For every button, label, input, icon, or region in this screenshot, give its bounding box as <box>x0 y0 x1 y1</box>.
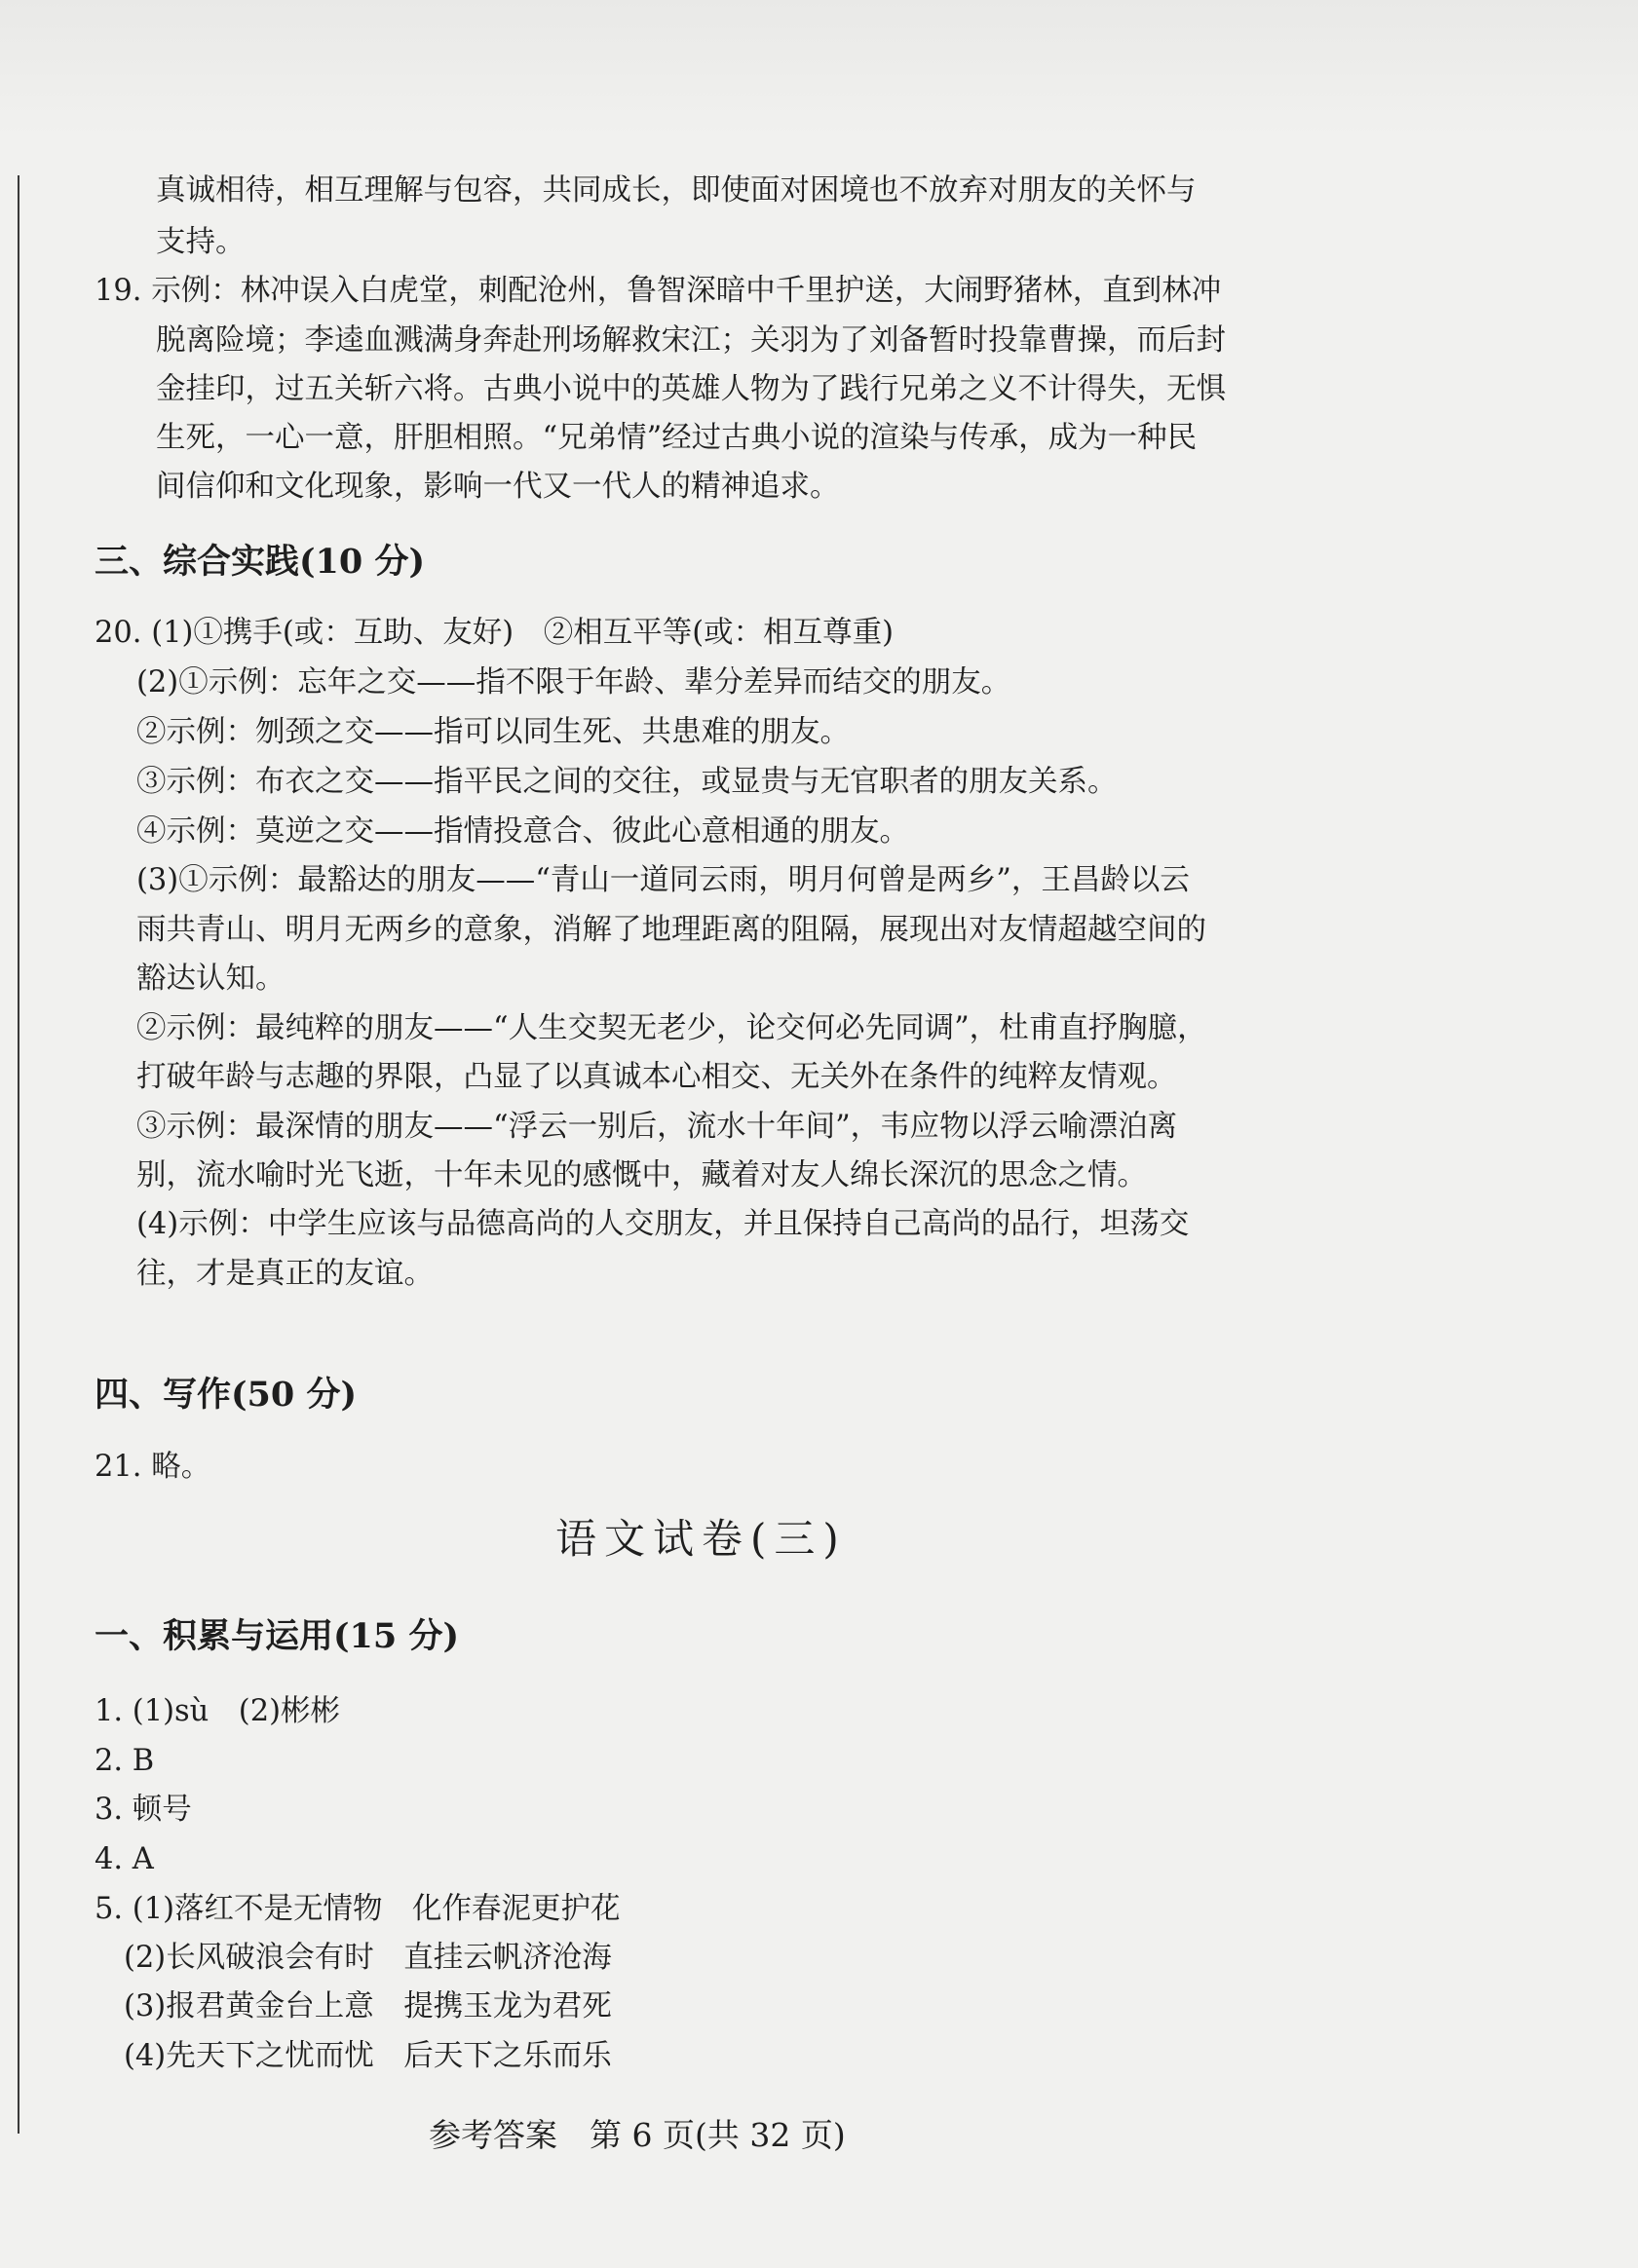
answer-2: 2. B <box>95 1744 155 1778</box>
q20-line-7: 雨共青山、明月无两乡的意象，消解了地理距离的阻隔，展现出对友情超越空间的 <box>136 913 1206 947</box>
q19-line-3: 金挂印，过五关斩六将。古典小说中的英雄人物为了践行兄弟之义不计得失，无惧 <box>156 372 1226 406</box>
q20-line-6: (3)①示例：最豁达的朋友——“青山一道同云雨，明月何曾是两乡”，王昌龄以云 <box>136 863 1190 897</box>
q20-line-8: 豁达认知。 <box>136 962 286 996</box>
section-4-heading: 四、写作(50 分) <box>95 1375 358 1415</box>
q20-line-14: 往，才是真正的友谊。 <box>136 1257 434 1291</box>
q20-line-2: (2)①示例：忘年之交——指不限于年龄、辈分差异而结交的朋友。 <box>136 665 1011 699</box>
answer-3: 3. 顿号 <box>95 1793 192 1827</box>
q20-line-4: ③示例：布衣之交——指平民之间的交往，或显贵与无官职者的朋友关系。 <box>136 765 1118 799</box>
q20-line-10: 打破年龄与志趣的界限，凸显了以真诚本心相交、无关外在条件的纯粹友情观。 <box>136 1060 1177 1094</box>
q18-line-2: 支持。 <box>156 225 246 259</box>
q19-line-1: 19. 示例：林冲误入白虎堂，刺配沧州，鲁智深暗中千里护送，大闹野猪林，直到林冲 <box>95 274 1222 308</box>
page-footer: 参考答案 第 6 页(共 32 页) <box>429 2116 846 2154</box>
answer-5-1: 5. (1)落红不是无情物 化作春泥更护花 <box>95 1892 621 1926</box>
answer-5-2: (2)长风破浪会有时 直挂云帆济沧海 <box>124 1941 612 1975</box>
q19-line-2: 脱离险境；李逵血溅满身奔赴刑场解救宋江；关羽为了刘备暂时投靠曹操，而后封 <box>156 323 1226 358</box>
q20-line-5: ④示例：莫逆之交——指情投意合、彼此心意相通的朋友。 <box>136 814 909 849</box>
margin-rule <box>18 175 19 2134</box>
exam-3-title: 语文试卷(三) <box>555 1515 847 1563</box>
answer-5-3: (3)报君黄金台上意 提携玉龙为君死 <box>124 1989 612 2023</box>
q20-line-11: ③示例：最深情的朋友——“浮云一别后，流水十年间”，韦应物以浮云喻漂泊离 <box>136 1110 1178 1144</box>
section-3-heading: 三、综合实践(10 分) <box>95 542 426 582</box>
q19-line-4: 生死，一心一意，肝胆相照。“兄弟情”经过古典小说的渲染与传承，成为一种民 <box>156 421 1198 455</box>
answer-1: 1. (1)sù (2)彬彬 <box>95 1694 340 1728</box>
answer-5-4: (4)先天下之忧而忧 后天下之乐而乐 <box>124 2039 612 2073</box>
q18-line-1: 真诚相待，相互理解与包容，共同成长，即使面对困境也不放弃对朋友的关怀与 <box>156 173 1197 208</box>
q20-line-1: 20. (1)①携手(或：互助、友好) ②相互平等(或：相互尊重) <box>95 616 894 650</box>
q20-line-9: ②示例：最纯粹的朋友——“人生交契无老少，论交何必先同调”，杜甫直抒胸臆， <box>136 1011 1207 1045</box>
q21-line: 21. 略。 <box>95 1450 211 1484</box>
q20-line-12: 别，流水喻时光飞逝，十年未见的感慨中，藏着对友人绵长深沉的思念之情。 <box>136 1158 1147 1192</box>
q20-line-3: ②示例：刎颈之交——指可以同生死、共患难的朋友。 <box>136 715 850 749</box>
q19-line-5: 间信仰和文化现象，影响一代又一代人的精神追求。 <box>156 470 840 504</box>
q20-line-13: (4)示例：中学生应该与品德高尚的人交朋友，并且保持自己高尚的品行，坦荡交 <box>136 1207 1190 1241</box>
exam-3-section-1-heading: 一、积累与运用(15 分) <box>95 1616 460 1656</box>
answer-4: 4. A <box>95 1842 154 1876</box>
